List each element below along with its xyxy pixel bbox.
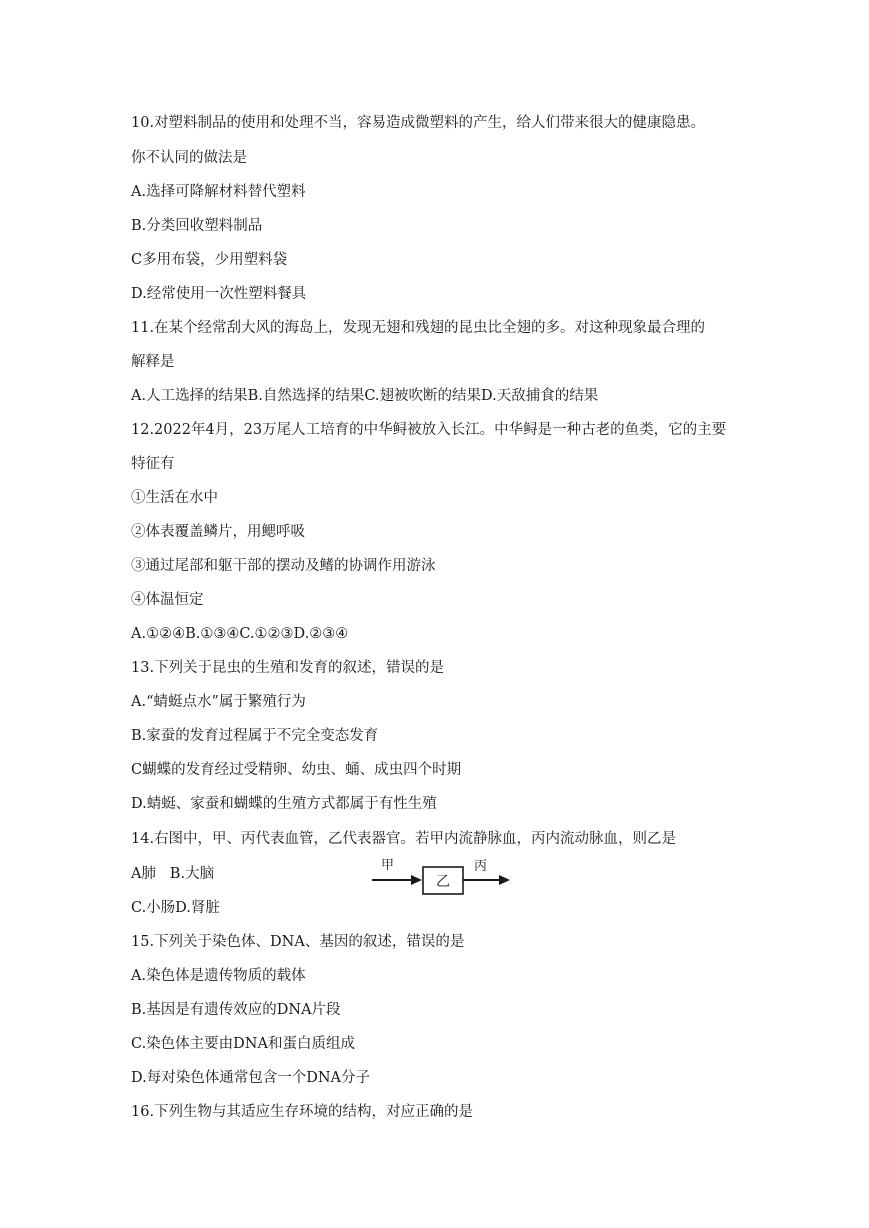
q10-stem-line1: 10.对塑料制品的使用和处理不当，容易造成微塑料的产生，给人们带来很大的健康隐患。: [131, 115, 706, 131]
q13-option-a: A.“蜻蜓点水”属于繁殖行为: [131, 694, 306, 710]
q12-item-1: ①生活在水中: [131, 490, 218, 506]
q10-option-c: C多用布袋，少用塑料袋: [131, 252, 288, 268]
q15-option-b: B.基因是有遗传效应的DNA片段: [131, 1002, 341, 1018]
q13-stem: 13.下列关于昆虫的生殖和发育的叙述，错误的是: [131, 660, 445, 676]
q14-stem: 14.右图中，甲、丙代表血管，乙代表器官。若甲内流静脉血，丙内流动脉血，则乙是: [131, 831, 677, 847]
q11-options: A.人工选择的结果B.自然选择的结果C.翅被吹断的结果D.天敌捕食的结果: [131, 388, 599, 404]
q13-option-d: D.蜻蜓、家蚕和蝴蝶的生殖方式都属于有性生殖: [131, 796, 437, 812]
q12-item-2: ②体表覆盖鳞片，用鳃呼吸: [131, 524, 305, 540]
vessel-out-label: 丙: [474, 859, 488, 874]
q11-stem-line2: 解释是: [131, 354, 175, 370]
q12-options: A.①②④B.①③④C.①②③D.②③④: [131, 626, 349, 642]
q15-stem: 15.下列关于染色体、DNA、基因的叙述，错误的是: [131, 934, 465, 950]
blood-flow-diagram: [370, 855, 515, 900]
arrow-in-head-icon: [411, 875, 422, 885]
q11-stem-line1: 11.在某个经常刮大风的海岛上，发现无翅和残翅的昆虫比全翅的多。对这种现象最合理的: [131, 320, 706, 336]
q12-item-4: ④体温恒定: [131, 592, 204, 608]
q15-option-a: A.染色体是遗传物质的载体: [131, 968, 306, 984]
q12-stem-line1: 12.2022年4月，23万尾人工培育的中华鲟被放入长江。中华鲟是一种古老的鱼类，它的主要: [131, 422, 727, 438]
q10-option-b: B.分类回收塑料制品: [131, 218, 263, 234]
q14-options-cd: C.小肠D.肾脏: [131, 900, 220, 916]
q10-option-d: D.经常使用一次性塑料餐具: [131, 286, 307, 302]
q14-options-ab: A肺 B.大脑: [131, 866, 215, 882]
q13-option-b: B.家蚕的发育过程属于不完全变态发育: [131, 728, 379, 744]
q12-item-3: ③通过尾部和躯干部的摆动及鳍的协调作用游泳: [131, 558, 436, 574]
q15-option-d: D.每对染色体通常包含一个DNA分子: [131, 1070, 371, 1086]
q16-stem: 16.下列生物与其适应生存环境的结构，对应正确的是: [131, 1104, 474, 1120]
organ-label: 乙: [436, 874, 450, 890]
q10-stem-line2: 你不认同的做法是: [131, 150, 247, 166]
q12-stem-line2: 特征有: [131, 456, 175, 472]
q10-option-a: A.选择可降解材料替代塑料: [131, 184, 306, 200]
arrow-out-head-icon: [499, 875, 510, 885]
vessel-in-label: 甲: [381, 858, 395, 873]
q15-option-c: C.染色体主要由DNA和蛋白质组成: [131, 1036, 355, 1052]
q13-option-c: C蝴蝶的发育经过受精卵、幼虫、蛹、成虫四个时期: [131, 762, 462, 778]
